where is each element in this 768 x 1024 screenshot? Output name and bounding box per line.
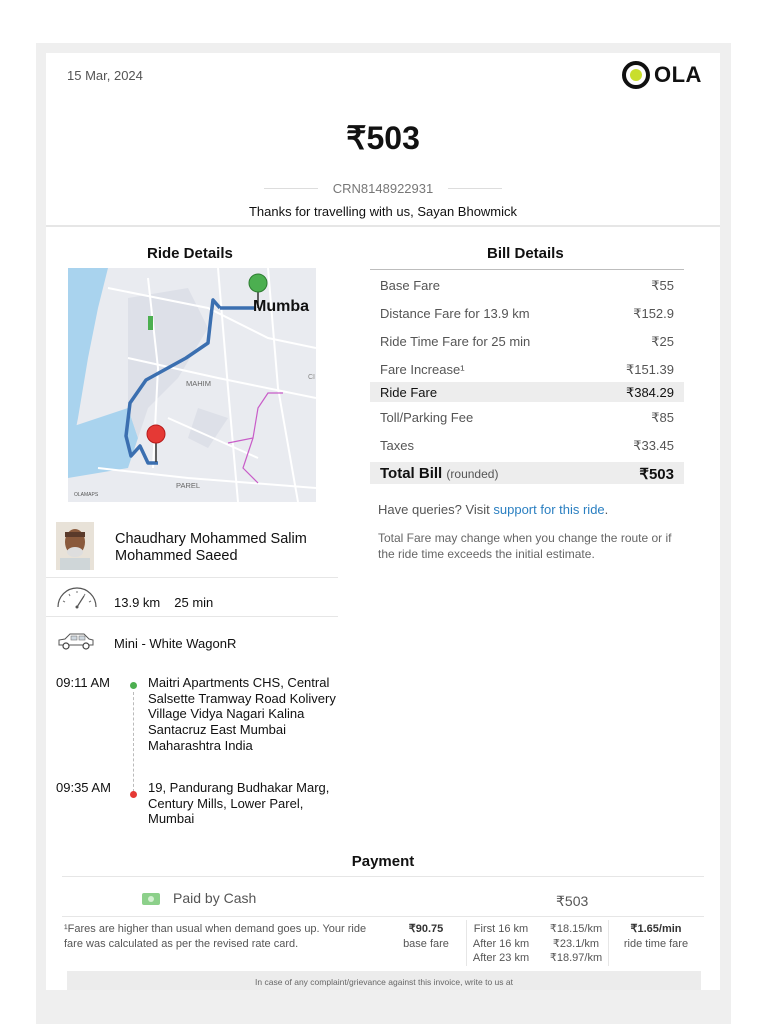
crn-number: CRN8148922931 xyxy=(332,181,434,196)
route-connector xyxy=(133,692,134,792)
bill-details-title: Bill Details xyxy=(487,245,564,262)
complaint-note: In case of any complaint/grievance against this invoice, write to us at xyxy=(67,971,701,990)
ride-duration: 25 min xyxy=(174,595,214,610)
thanks-message: Thanks for travelling with us, Sayan Bhowmick xyxy=(248,204,518,219)
pickup-dot-icon xyxy=(130,682,137,689)
bill-row: Toll/Parking Fee ₹85 xyxy=(380,410,674,425)
map-watermark: OLAMAPS xyxy=(74,492,99,498)
driver-name: Chaudhary Mohammed Salim Mohammed Saeed xyxy=(115,531,307,564)
ola-logo-icon xyxy=(622,61,650,89)
invoice-header xyxy=(46,53,720,227)
queries-text: Have queries? Visit support for this ride. xyxy=(378,502,609,517)
divider xyxy=(46,616,338,617)
map-label-area: MAHIM xyxy=(186,379,211,388)
bill-row: Fare Increase¹ ₹151.39 xyxy=(380,362,674,377)
total-bill-label: Total Bill xyxy=(380,465,443,482)
cash-icon xyxy=(142,893,160,905)
pickup-time: 09:11 AM xyxy=(56,675,110,690)
payment-method: Paid by Cash xyxy=(173,890,257,906)
bill-row: Ride Time Fare for 25 min ₹25 xyxy=(380,334,674,349)
invoice-body xyxy=(46,227,720,990)
rate-km-values: ₹18.15/km ₹23.1/km ₹18.97/km xyxy=(549,923,603,964)
total-bill-note: (rounded) xyxy=(446,467,499,481)
divider xyxy=(608,920,609,966)
total-bill-row xyxy=(370,462,684,484)
bill-row: Taxes ₹33.45 xyxy=(380,438,674,453)
ride-details-title: Ride Details xyxy=(147,245,233,262)
divider xyxy=(448,188,502,189)
pickup-address: Maitri Apartments CHS, Central Salsette Tramway Road Kolivery Village Vidya Nagari Kalina Santacruz East Mumbai Maharashtra India xyxy=(148,675,336,753)
pickup-pin-icon xyxy=(249,274,267,292)
driver-avatar xyxy=(56,522,94,570)
support-link[interactable]: support for this ride xyxy=(493,502,605,517)
ride-fare-row: Ride Fare ₹384.29 xyxy=(370,382,684,402)
divider xyxy=(62,876,704,877)
rate-time-fare: ₹1.65/min ride time fare xyxy=(623,923,689,950)
fare-note: Total Fare may change when you change the route or if the ride time exceeds the initial estimate. xyxy=(378,531,672,561)
total-bill-value: ₹503 xyxy=(639,466,674,483)
route-map xyxy=(68,268,316,502)
invoice-date: 15 Mar, 2024 xyxy=(67,68,143,83)
map-label-area: PAREL xyxy=(176,481,201,490)
ola-logo xyxy=(622,60,704,90)
payment-title: Payment xyxy=(351,853,415,870)
bill-row: Distance Fare for 13.9 km ₹152.9 xyxy=(380,306,674,321)
drop-pin-icon xyxy=(147,425,165,443)
map-label-city: Mumba xyxy=(253,298,309,315)
ola-logo-text: OLA xyxy=(654,62,702,87)
speedometer-icon xyxy=(56,587,98,609)
bill-row: Base Fare ₹55 xyxy=(380,278,674,293)
rate-km-ranges: First 16 km After 16 km After 23 km xyxy=(472,923,530,964)
rate-base-fare: ₹90.75 base fare xyxy=(403,923,449,950)
drop-dot-icon xyxy=(130,791,137,798)
payment-amount: ₹503 xyxy=(556,893,589,909)
car-icon xyxy=(56,631,96,651)
drop-time: 09:35 AM xyxy=(56,780,111,795)
divider xyxy=(62,916,704,917)
drop-address: 19, Pandurang Budhakar Marg, Century Mills, Lower Parel, Mumbai xyxy=(148,780,330,827)
cab-type: Mini - White WagonR xyxy=(114,636,237,651)
surge-footnote: ¹Fares are higher than usual when demand goes up. Your ride fare was calculated as per the revised rate card. xyxy=(64,923,367,950)
ride-stats xyxy=(114,595,227,610)
total-amount: ₹503 xyxy=(346,120,420,156)
divider xyxy=(46,577,338,578)
map-label-edge: CI xyxy=(308,374,315,381)
bill-table xyxy=(370,269,684,484)
ride-distance: 13.9 km xyxy=(114,595,161,610)
